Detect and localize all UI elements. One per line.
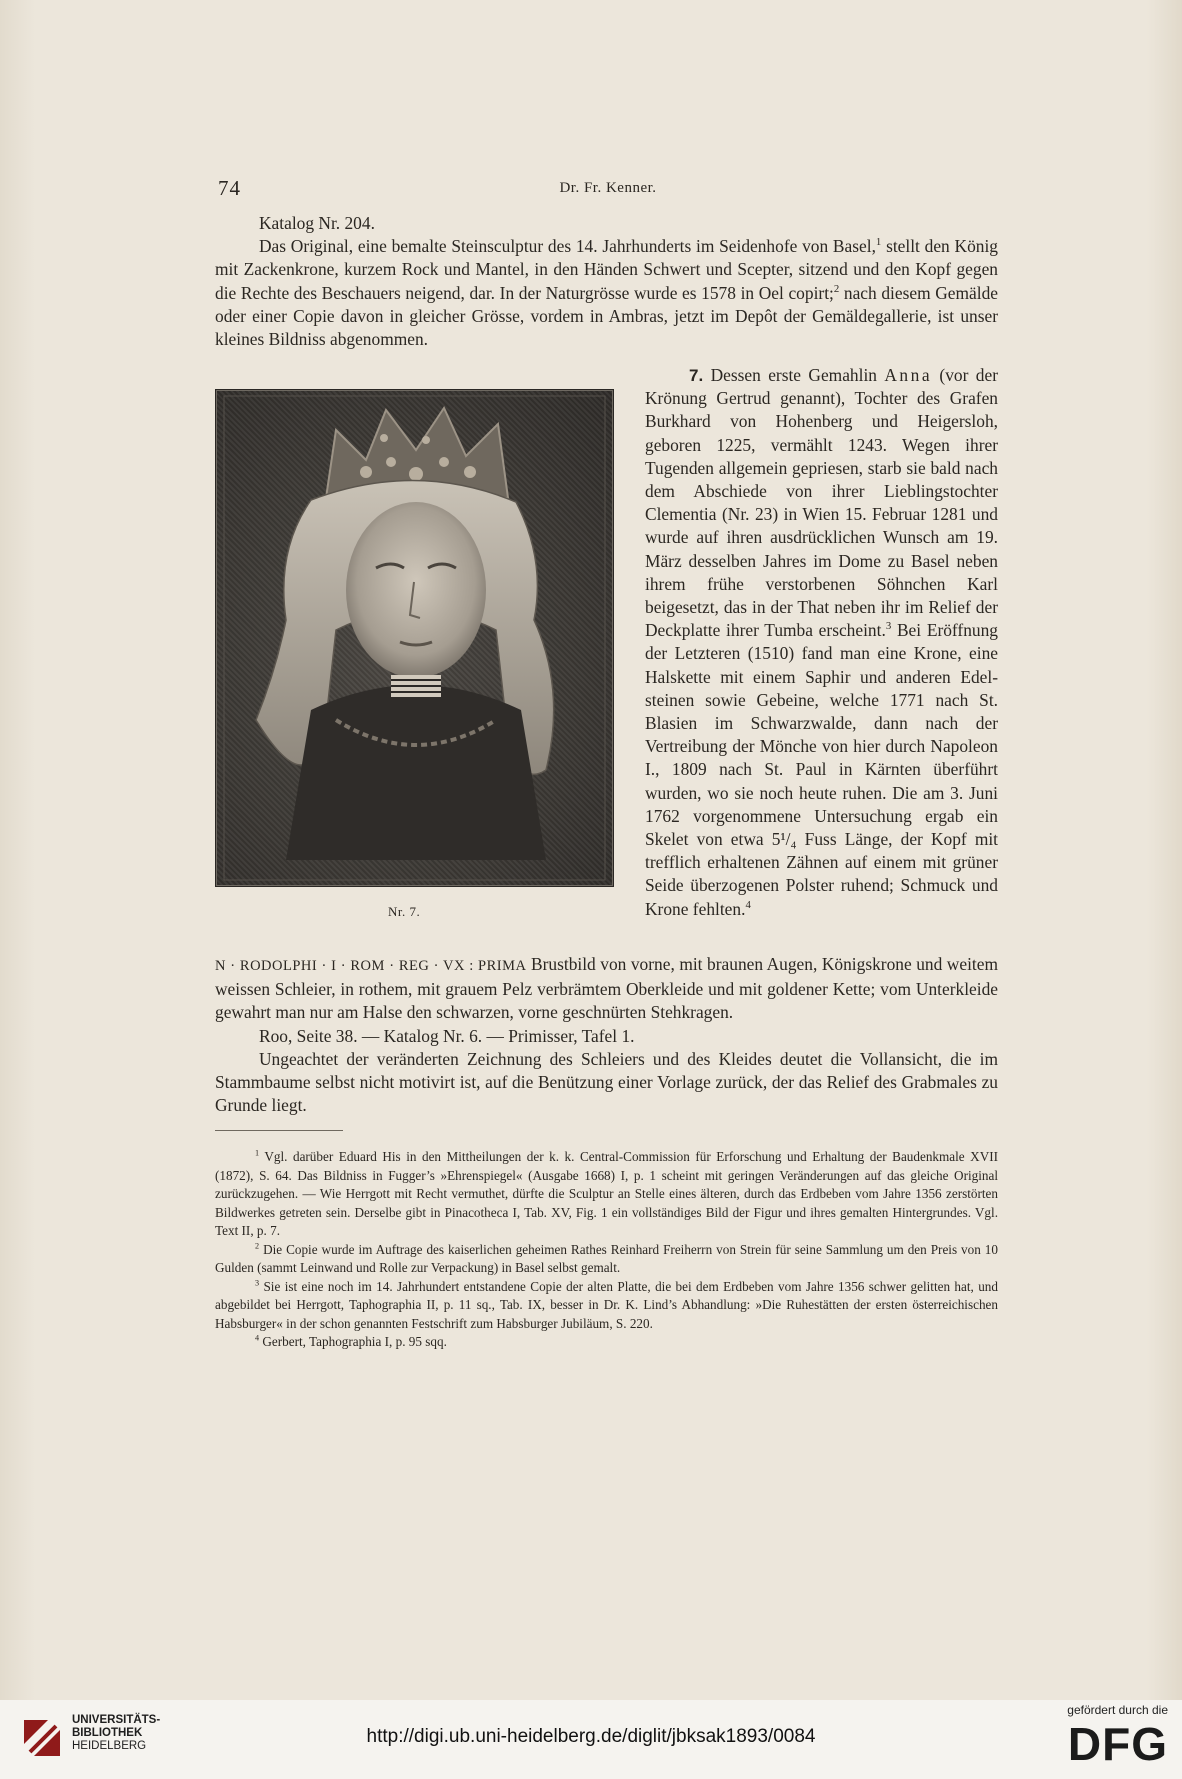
entry-7-paragraph <box>645 364 998 921</box>
footnote-text: Gerbert, Taphographia I, p. 95 sqq. <box>259 1334 447 1349</box>
footnote-number: 1 <box>255 1148 260 1158</box>
library-line-2: BIBLIOTHEK <box>72 1727 143 1739</box>
footnote-number: 2 <box>255 1241 260 1251</box>
entry-text-2: (vor der Krönung Gertrud genannt), Tochter des Grafen Burkhard von Hohenberg und Heigersloh, geboren 1225, vermählt 1243. Wegen ihrer Tugenden allgemein gepriesen, starb sie bald nach dem Abschiede von ihrer Lieblingstochter Clementia (Nr. 23) in Wien 15. Februar 1281 und wurde auf ihren ausdrücklichen Wunsch am 19. März desselben Jahres im Dome zu Basel neben ihrem frühe verstorbenen Söhnchen Karl beigesetzt, das in der That neben ihr im Relief der Deckplatte ihrer Tumba erscheint. <box>645 365 998 641</box>
library-line-3: HEIDELBERG <box>72 1740 147 1752</box>
figure-caption: Nr. 7. <box>388 904 421 919</box>
intro-text-1: Das Original, eine bemalte Steinsculptur des 14. Jahrhunderts im Seidenhofe von Basel, <box>259 236 876 257</box>
footnote-3 <box>215 1278 998 1334</box>
entry-text-3: Bei Eröffnung der Letzteren (1510) fand man eine Krone, eine Halskette mit einem Saphir und anderen Edelsteinen sowie Gebeine, welche 1771 nach St. Blasien im Schwarzwalde, dann nach der Vertreibung der Mönche von hier durch Napoleon I., 1809 nach St. Paul in Kärnten überführt wurden, wo sie noch heute ruhen. Die am 3. Juni 1762 vorgenommene Untersuchung ergab ein Skelet von etwa 5 <box>645 620 998 850</box>
footnote-2 <box>215 1241 998 1278</box>
footnote-1 <box>215 1148 998 1241</box>
footnote-number: 4 <box>255 1333 260 1343</box>
inscription: N · RODOLPHI · I · ROM · REG · VX : PRIMA <box>215 958 527 974</box>
description-paragraph <box>215 953 998 1025</box>
intro-paragraph <box>215 235 998 351</box>
running-head <box>218 176 998 206</box>
footnote-ref-2[interactable]: 2 <box>833 282 840 295</box>
portrait-illustration <box>216 390 613 886</box>
library-line-1: UNIVERSITÄTS- <box>72 1714 161 1726</box>
footnote-4 <box>215 1333 998 1352</box>
funded-by-label: gefördert durch die <box>1067 1703 1168 1717</box>
footnote-number: 3 <box>255 1278 260 1288</box>
footnotes <box>215 1148 998 1352</box>
references: Roo, Seite 38. — Katalog Nr. 6. — Primisser, Tafel 1. <box>259 1025 635 1046</box>
footnote-text: Sie ist eine noch im 14. Jahrhundert entstandene Copie der alten Platte, die bei dem Erdbeben vom Jahre 1356 schwer gelitten hat, und abgebildet bei Herrgott, Taphographia II, p. 11 sq., Tab. IX, besser in Dr. K. Lind’s Abhandlung: »Die Ruhestätten der ersten österreichischen Habsburger« in der schon genannten Festschrift zum Habsburger Jubiläum, S. 220. <box>215 1278 998 1331</box>
page-number: 74 <box>218 176 241 200</box>
dfg-logo[interactable]: DFG <box>1067 1718 1168 1770</box>
footnote-divider <box>215 1130 343 1131</box>
description-section <box>215 953 998 1117</box>
entry-text-1: Dessen erste Gemahlin <box>703 365 885 385</box>
entry-7-section <box>645 364 998 921</box>
intro-section <box>215 212 998 351</box>
portrait-figure <box>215 389 614 887</box>
footnote-ref-4[interactable]: 4 <box>745 898 751 911</box>
intro-text-2: stellt den König mit Zackenkrone, kurzem Rock und Mantel, in den Händen Schwert und Scepter, sitzend und den Kopf gegen die Rechte des Beschauers neigend, dar. In der Naturgrösse wurde es 1578 in Oel copirt; <box>215 236 998 303</box>
entry-number: 7. <box>689 366 704 385</box>
closing-paragraph: Ungeachtet der veränderten Zeichnung des Schleiers und des Kleides deutet die Vollansicht, die im Stammbaume selbst nicht motivirt ist, auf die Benützung einer Vorlage zurück, der das Relief des Grabmales zu Grunde liegt. <box>215 1048 998 1116</box>
permalink[interactable]: http://digi.ub.uni-heidelberg.de/diglit/jbksak1893/0084 <box>366 1726 816 1747</box>
intro-text-3: nach diesem Gemälde oder einer Copie davon in gleicher Grösse, vordem in Ambras, jetzt im Depôt der Gemäldegallerie, ist unser kleines Bildniss abgenommen. <box>215 282 998 350</box>
footnote-ref-3[interactable]: 3 <box>885 620 892 633</box>
footnote-text: Die Copie wurde im Auftrage des kaiserlichen geheimen Rathes Reinhard Freiherrn von Strein für seine Sammlung um den Preis von 10 Gulden (sammt Leinwand und Rolle zur Verpackung) in Basel selbst gemalt. <box>215 1241 998 1275</box>
catalog-line: Katalog Nr. 204. <box>259 213 375 233</box>
description-text: Brustbild von vorne, mit braunen Augen, Königskrone und weitem weissen Schleier, in rothem, mit grauem Pelz verbrämtem Oberkleide und mit goldener Kette; vom Unterkleide gewahrt man nur am Halse den schwarzen, vorne geschnürten Stehkragen. <box>215 954 998 1023</box>
running-title: Dr. Fr. Kenner. <box>559 180 657 196</box>
footnote-text: Vgl. darüber Eduard His in den Mittheilungen der k. k. Central-Commission für Erforschung und Erhaltung der Baudenkmale XVII (1872), S. 64. Das Bildniss in Fugger’s »Ehrenspiegel« (Ausgabe 1668) I, p. 1 scheint mit geringen Veränderungen auf das gleiche Original zurückzugehen. — Wie Herrgott mit Recht vermuthet, dürfte die Sculptur an Stelle eines älteren, durch das Erdbeben vom Jahre 1356 zerstörten Bildwerkes getreten sein. Derselbe gibt in Pinacotheca I, Tab. XV, Fig. 1 ein vollständiges Bild der Figur und ihres gemalten Hintergrundes. Vgl. Text II, p. 7. <box>215 1149 998 1238</box>
footnote-ref-1[interactable]: 1 <box>875 236 882 249</box>
person-name: Anna <box>884 365 933 385</box>
entry-text-4: Fuss Länge, der Kopf mit trefflich erhaltenen Zähnen auf einem mit grüner Seide überzogenen Polster ruhend; Schmuck und Krone fehlten. <box>645 829 999 919</box>
fraction: ¹/₄ <box>780 829 797 850</box>
